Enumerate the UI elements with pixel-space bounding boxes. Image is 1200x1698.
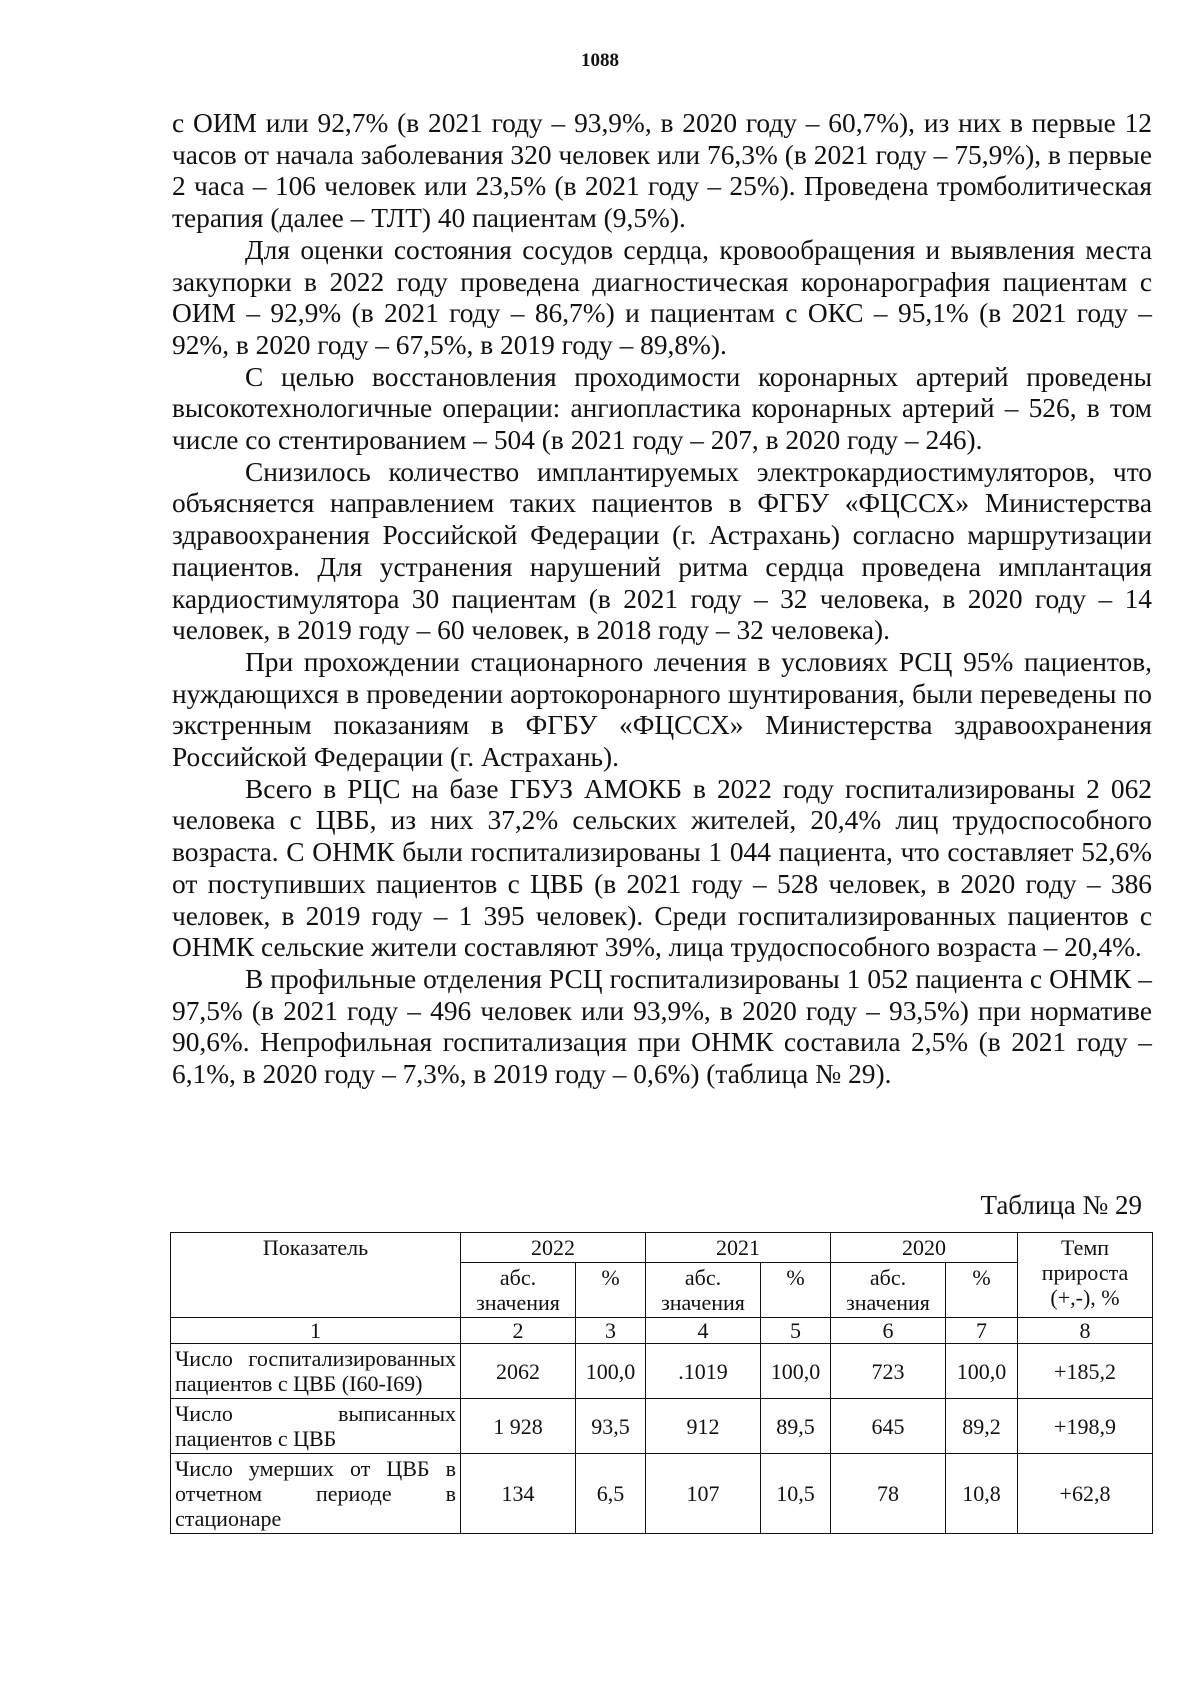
column-number: 4 [646, 1318, 761, 1344]
cell-value: 89,2 [946, 1399, 1018, 1454]
row-label: Число выписанных пациентов с ЦВБ [171, 1399, 461, 1454]
column-number: 3 [576, 1318, 646, 1344]
cell-value: 723 [831, 1344, 946, 1399]
header-year-2020: 2020 [831, 1233, 1018, 1263]
header-growth: Темп прироста (+,-), % [1018, 1233, 1153, 1318]
header-pct: % [576, 1263, 646, 1318]
column-number: 1 [171, 1318, 461, 1344]
cell-value: +185,2 [1018, 1344, 1153, 1399]
header-year-2021: 2021 [646, 1233, 831, 1263]
cell-value: +62,8 [1018, 1454, 1153, 1534]
column-number: 5 [761, 1318, 831, 1344]
paragraph: С целью восстановления проходимости коронарных артерий проведены высокотехнологичные операции: ангиопластика коронарных артерий – 526, в том числе со стентированием – 504 (в 2021 году – 207, в 2020 году – 246). [172, 361, 1152, 456]
statistics-table [170, 1232, 1153, 1534]
cell-value: 10,5 [761, 1454, 831, 1534]
cell-value: 100,0 [761, 1344, 831, 1399]
cell-value: 100,0 [946, 1344, 1018, 1399]
header-abs: абс. значения [831, 1263, 946, 1318]
table-caption: Таблица № 29 [980, 1190, 1142, 1220]
paragraph: Для оценки состояния сосудов сердца, кровообращения и выявления места закупорки в 2022 году проведена диагностическая коронарография пациентам с ОИМ – 92,9% (в 2021 году – 86,7%) и пациентам с ОКС – 95,1% (в 2021 году – 92%, в 2020 году – 67,5%, в 2019 году – 89,8%). [172, 234, 1152, 360]
cell-value: 10,8 [946, 1454, 1018, 1534]
cell-value: .1019 [646, 1344, 761, 1399]
row-label: Число умерших от ЦВБ в отчетном периоде в стационаре [171, 1454, 461, 1534]
column-number: 6 [831, 1318, 946, 1344]
body-text [172, 108, 1152, 1091]
column-number: 8 [1018, 1318, 1153, 1344]
table-row [171, 1344, 1153, 1399]
page-number: 1088 [581, 50, 619, 71]
row-label: Число госпитализированных пациентов с ЦВБ (I60-I69) [171, 1344, 461, 1399]
header-year-2022: 2022 [461, 1233, 646, 1263]
header-abs: абс. значения [646, 1263, 761, 1318]
column-number: 7 [946, 1318, 1018, 1344]
cell-value: 89,5 [761, 1399, 831, 1454]
cell-value: 134 [461, 1454, 576, 1534]
cell-value: 2062 [461, 1344, 576, 1399]
header-pct: % [946, 1263, 1018, 1318]
table-header-row [171, 1233, 1153, 1263]
header-indicator: Показатель [171, 1233, 461, 1318]
cell-value: +198,9 [1018, 1399, 1153, 1454]
cell-value: 78 [831, 1454, 946, 1534]
header-pct: % [761, 1263, 831, 1318]
table-row [171, 1399, 1153, 1454]
paragraph: При прохождении стационарного лечения в условиях РСЦ 95% пациентов, нуждающихся в проведении аортокоронарного шунтирования, были переведены по экстренным показаниям в ФГБУ «ФЦССХ» Министерства здравоохранения Российской Федерации (г. Астрахань). [172, 646, 1152, 773]
cell-value: 93,5 [576, 1399, 646, 1454]
header-abs: абс. значения [461, 1263, 576, 1318]
cell-value: 6,5 [576, 1454, 646, 1534]
paragraph: В профильные отделения РСЦ госпитализированы 1 052 пациента с ОНМК – 97,5% (в 2021 году – 496 человек или 93,9%, в 2020 году – 93,5%) при нормативе 90,6%. Непрофильная госпитализация при ОНМК составила 2,5% (в 2021 году – 6,1%, в 2020 году – 7,3%, в 2019 году – 0,6%) (таблица № 29). [172, 963, 1152, 1090]
cell-value: 912 [646, 1399, 761, 1454]
cell-value: 107 [646, 1454, 761, 1534]
cell-value: 1 928 [461, 1399, 576, 1454]
column-number: 2 [461, 1318, 576, 1344]
column-number-row [171, 1318, 1153, 1344]
paragraph: Снизилось количество имплантируемых электрокардиостимуляторов, что объясняется направлением таких пациентов в ФГБУ «ФЦССХ» Министерства здравоохранения Российской Федерации (г. Астрахань) согласно маршрутизации пациентов. Для устранения нарушений ритма сердца проведена имплантация кардиостимулятора 30 пациентам (в 2021 году – 32 человека, в 2020 году – 14 человек, в 2019 году – 60 человек, в 2018 году – 32 человека). [172, 456, 1152, 646]
paragraph: Всего в РЦС на базе ГБУЗ АМОКБ в 2022 году госпитализированы 2 062 человека с ЦВБ, из них 37,2% сельских жителей, 20,4% лиц трудоспособного возраста. С ОНМК были госпитализированы 1 044 пациента, что составляет 52,6% от поступивших пациентов с ЦВБ (в 2021 году – 528 человек, в 2020 году – 386 человек, в 2019 году – 1 395 человек). Среди госпитализированных пациентов с ОНМК сельские жители составляют 39%, лица трудоспособного возраста – 20,4%. [172, 773, 1152, 963]
cell-value: 645 [831, 1399, 946, 1454]
table-row [171, 1454, 1153, 1534]
paragraph: с ОИМ или 92,7% (в 2021 году – 93,9%, в 2020 году – 60,7%), из них в первые 12 часов от начала заболевания 320 человек или 76,3% (в 2021 году – 75,9%), в первые 2 часа – 106 человек или 23,5% (в 2021 году – 25%). Проведена тромболитическая терапия (далее – ТЛТ) 40 пациентам (9,5%). [172, 108, 1152, 234]
cell-value: 100,0 [576, 1344, 646, 1399]
